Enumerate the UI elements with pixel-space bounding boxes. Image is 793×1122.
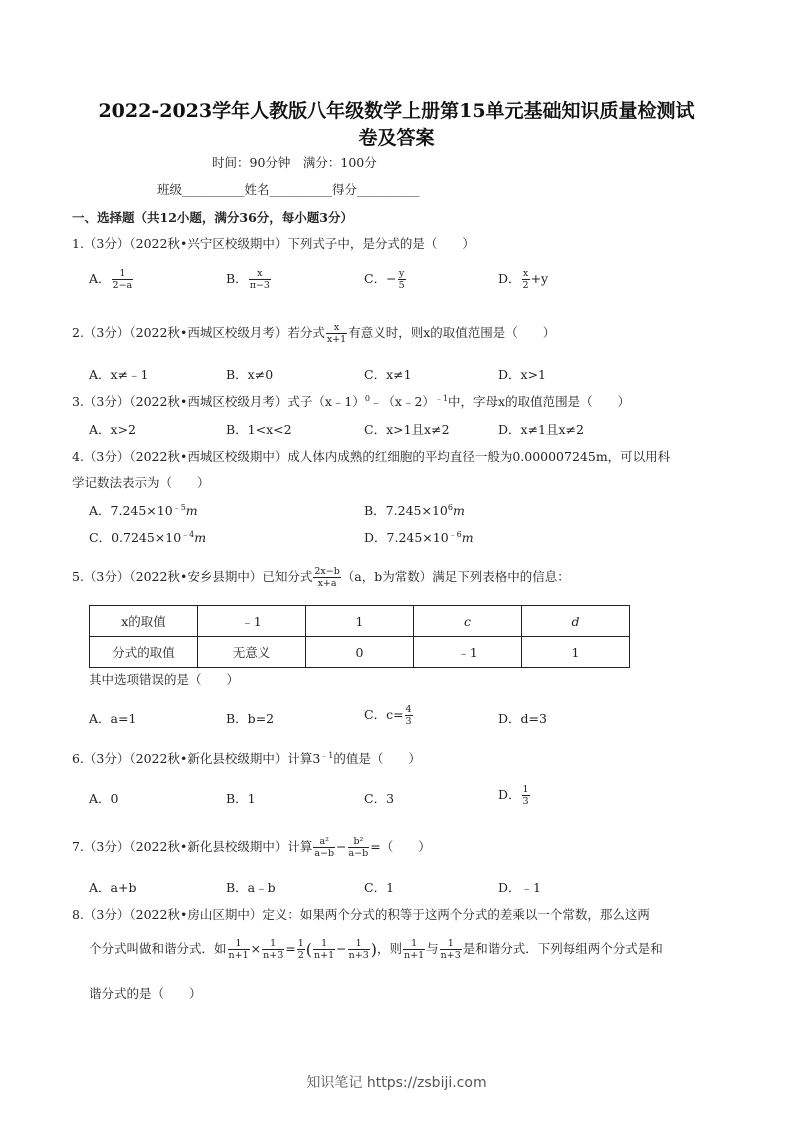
score-blank: __________ [357, 182, 420, 197]
q5-option-a: A．a=1 [89, 711, 137, 726]
student-info-line [157, 180, 420, 198]
question-6-stem: 6.（3分）（2022秋•新化县校级期中）计算$3^{﹣1}$的值是（ ） [72, 750, 421, 766]
question-1-stem: 1.（3分）（2022秋•兴宁区校级期中）下列式子中，是分式的是（ ） [72, 236, 475, 251]
table-cell: ﹣1 [414, 637, 522, 668]
table-row [90, 606, 630, 637]
q2-option-a: A．x≠﹣1 [89, 367, 149, 382]
q4-option-d: D．$7.245\times 10^{﹣6}m$ [364, 529, 474, 545]
q2-option-d: D．x>1 [498, 367, 546, 382]
table-cell: x的取值 [90, 606, 198, 637]
table-cell: 分式的取值 [90, 637, 198, 668]
q6-option-b: B．1 [226, 791, 256, 806]
q6-option-c: C．3 [364, 791, 395, 806]
q5-option-b: B．b=2 [226, 711, 275, 726]
section-heading: 一、选择题（共12小题，满分36分，每小题3分） [72, 210, 353, 225]
question-8-example: 个分式叫做和谐分式．如 $\frac{1}{n+1}$ × $\frac{1}{n+3}$ = $\frac{1}{2}$ ( $\frac{1}{n+1}$ − $\frac{1}{n+3}$ )，则 $\frac{1}{n+1}$ 与 $\frac{1}{n+3}$ 是和谐分式．下列每组两个分式是和 [89, 938, 663, 961]
question-4-stem: 4.（3分）（2022秋•西城区校级期中）成人体内成熟的红细胞的平均直径一般为0.000007245m，可以用科 [72, 449, 671, 464]
question-8-stem: 8.（3分）（2022秋•房山区期中）定义：如果两个分式的积等于这两个分式的差乘以一个常数，那么这两 [72, 907, 650, 922]
table-cell: c [414, 606, 522, 637]
q6-option-a: A．0 [89, 791, 119, 806]
q4-option-a: A．$7.245\times 10^{﹣5}m$ [89, 502, 198, 518]
table-cell: ﹣1 [198, 606, 306, 637]
q3-option-a: A．x>2 [89, 422, 137, 437]
q5-option-d: D．d=3 [498, 711, 547, 726]
table-cell: 1 [522, 637, 630, 668]
q1-option-a: A． $\frac{1}{2-a}$ [89, 268, 133, 291]
class-label: 班级 [157, 182, 183, 197]
q4-option-c: C．$0.7245\times 10^{﹣4}m$ [89, 529, 207, 545]
name-blank: __________ [269, 182, 333, 197]
table-cell: 0 [306, 637, 414, 668]
table-cell: 1 [306, 606, 414, 637]
question-4-stem-continued: 学记数法表示为（ ） [72, 475, 210, 490]
page-title: 2022-2023学年人教版八年级数学上册第15单元基础知识质量检测试 [98, 100, 695, 122]
question-5-followup: 其中选项错误的是（ ） [89, 672, 240, 687]
question-5-stem: 5.（3分）（2022秋•安乡县期中）已知分式 $\frac{2x-b}{x+a}$ （a，b为常数）满足下列表格中的信息： [72, 566, 570, 589]
footer-watermark: 知识笔记 https://zsbiji.com [306, 1075, 487, 1091]
q2-option-b: B．x≠0 [226, 367, 274, 382]
score-label: 得分 [332, 182, 358, 197]
time-info: 时间：90分钟 满分：100分 [212, 155, 377, 170]
table-row [90, 637, 630, 668]
q7-option-a: A．a+b [89, 880, 137, 895]
q3-option-d: D．x≠1且x≠2 [498, 422, 584, 437]
q1-option-d: D． $\frac{x}{2}$ +y [498, 268, 549, 291]
question-7-stem: 7.（3分）（2022秋•新化县校级期中）计算 $\frac{\text{a²}}{a-b}$ − $\frac{\text{b²}}{a-b}$ =（ ） [72, 836, 431, 859]
q7-option-d: D．﹣1 [498, 880, 541, 895]
q1-option-c: C．− $\frac{y}{5}$ [364, 268, 405, 291]
q2-option-c: C．x≠1 [364, 367, 412, 382]
q3-option-c: C．x>1且x≠2 [364, 422, 450, 437]
name-label: 姓名 [244, 182, 270, 197]
table-cell: 无意义 [198, 637, 306, 668]
q3-option-b: B．1<x<2 [226, 422, 292, 437]
page-title-continued: 卷及答案 [358, 127, 435, 149]
class-blank: __________ [182, 182, 245, 197]
question-3-stem: 3.（3分）（2022秋•西城区校级月考）式子（x﹣1）$^0$﹣（x﹣2）$^{﹣1}$中，字母x的取值范围是（ ） [72, 393, 631, 409]
table-cell: d [522, 606, 630, 637]
q6-option-d: D． $\frac{1}{3}$ [498, 784, 529, 807]
question-8-stem-end: 谐分式的是（ ） [89, 986, 202, 1001]
q7-option-b: B．a﹣b [226, 880, 276, 895]
q5-option-c: C．c= $\frac{4}{3}$ [364, 704, 412, 727]
question-2-stem: 2.（3分）（2022秋•西城区校级月考）若分式 $\frac{x}{x+1}$ 有意义时，则x的取值范围是（ ） [72, 322, 556, 345]
q5-value-table [89, 605, 630, 668]
q1-option-b: B． $\frac{x}{\pi-3}$ [226, 268, 270, 291]
q4-option-b: B．$7.245\times 10^6m$ [364, 502, 465, 518]
q7-option-c: C．1 [364, 880, 395, 895]
